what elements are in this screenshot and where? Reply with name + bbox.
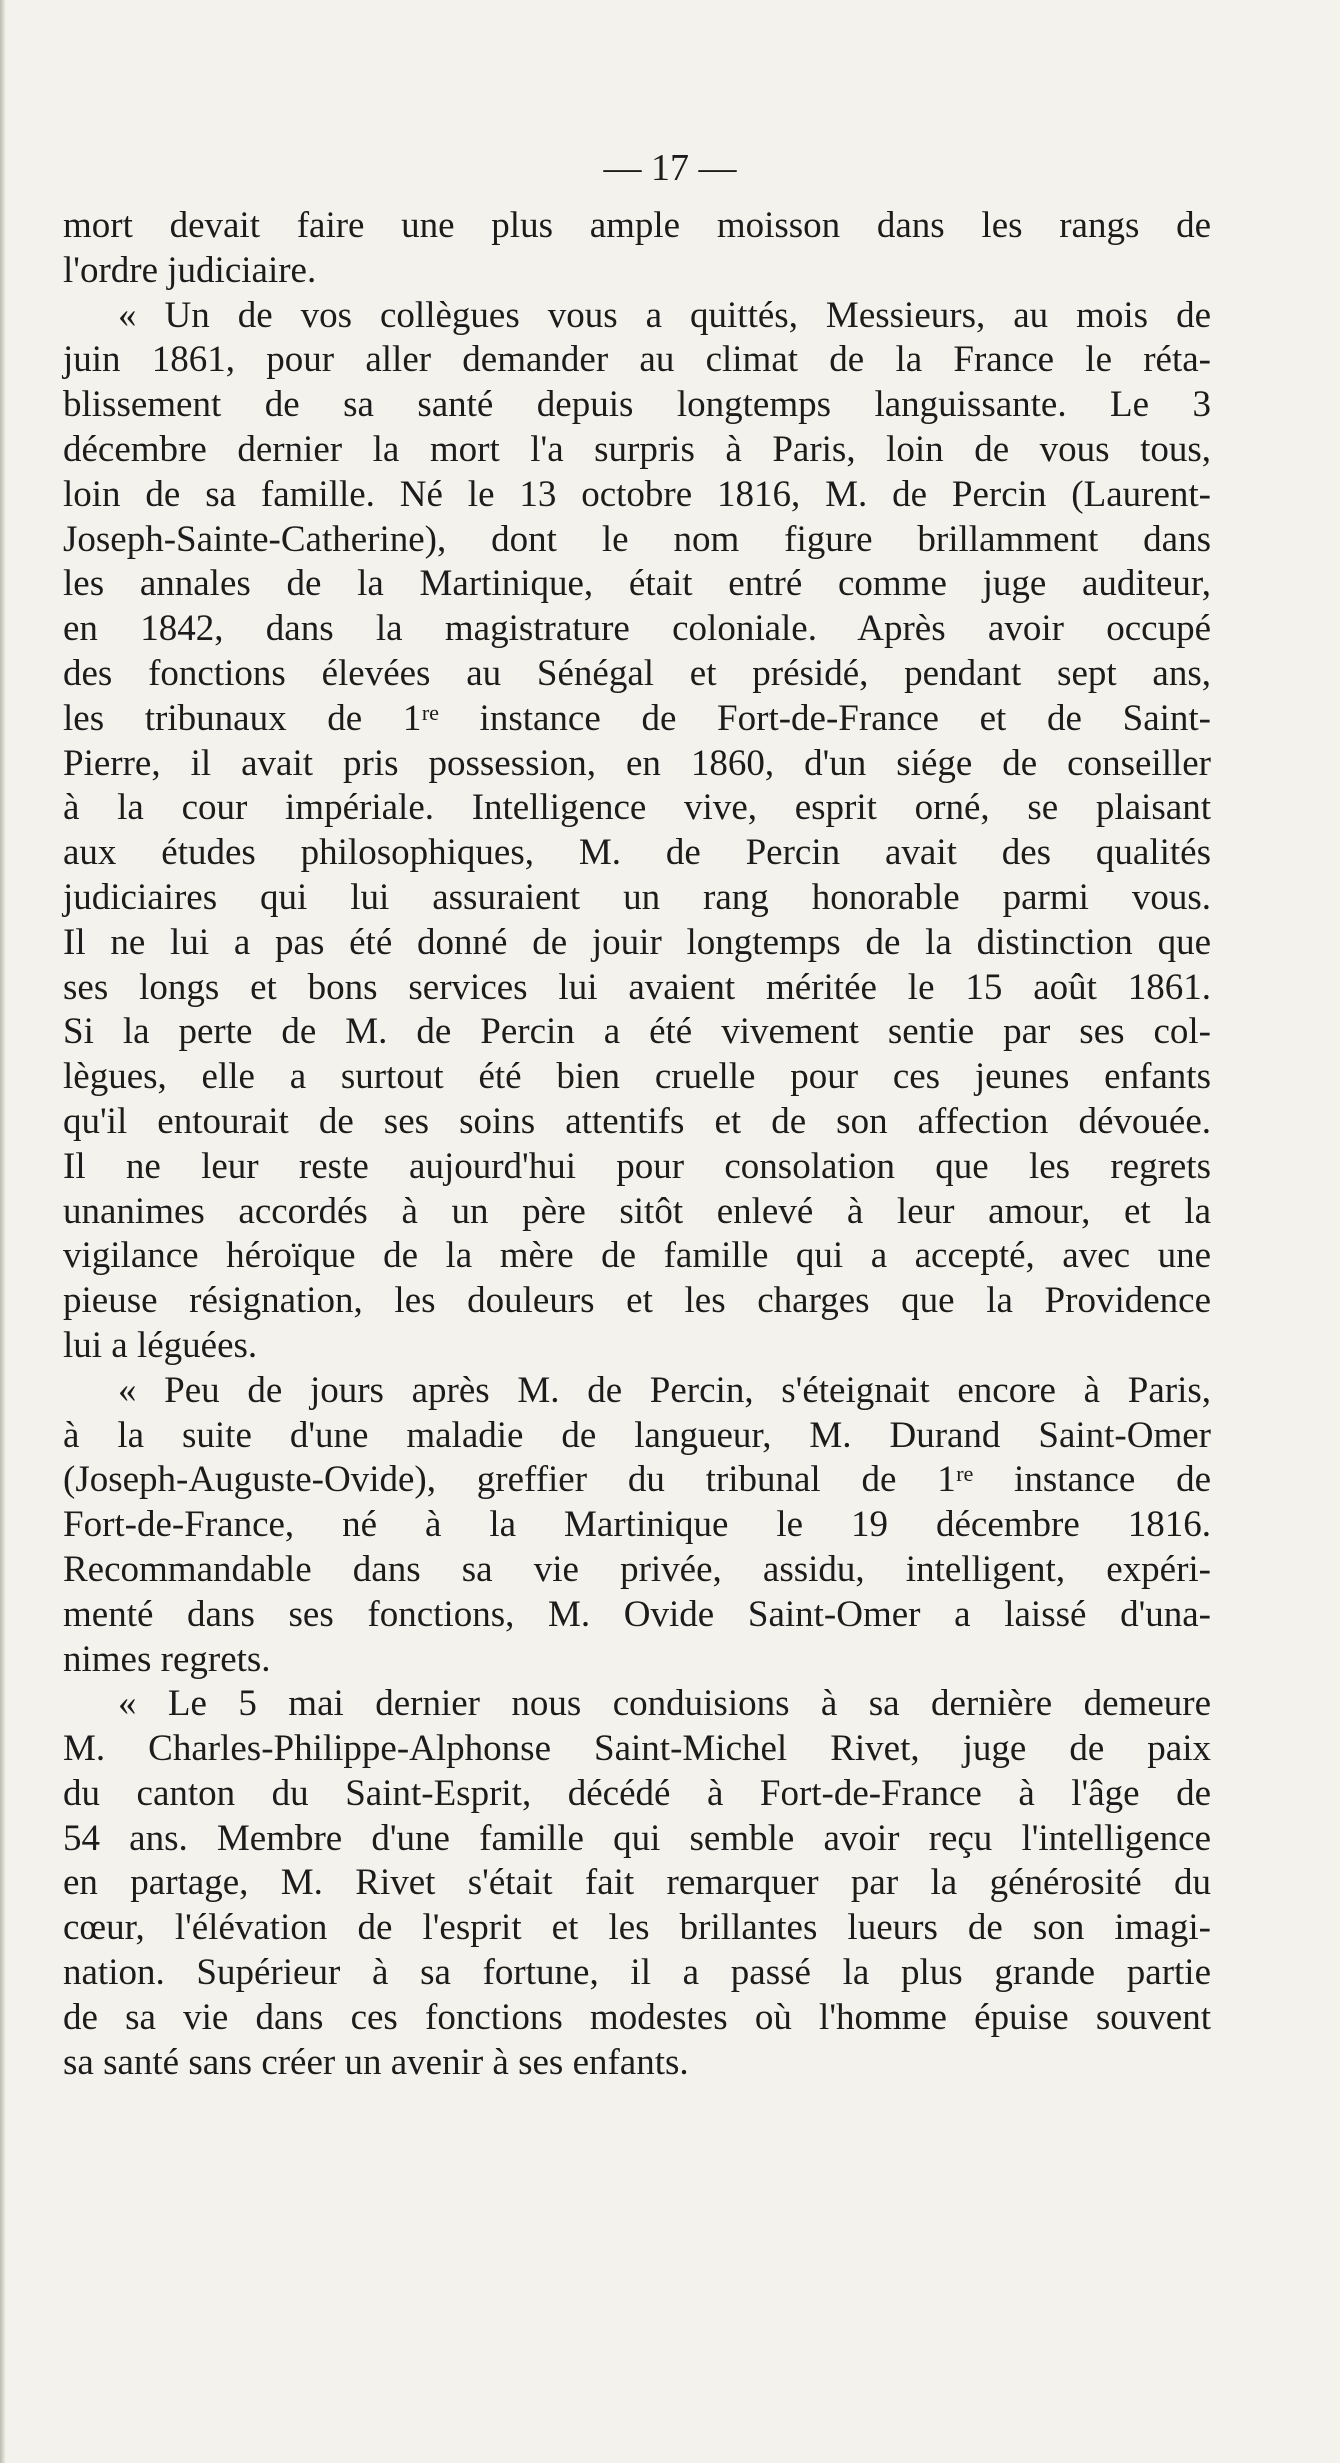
text-line: nation. Supérieur à sa fortune, il a passé la plus grande partie: [63, 1952, 1211, 1994]
text-line: de sa vie dans ces fonctions modestes où l'homme épuise souvent: [63, 1996, 1211, 2038]
page-number: — 17 —: [603, 147, 737, 189]
text-line: sa santé sans créer un avenir à ses enfants.: [63, 2041, 689, 2083]
text-line: « Le 5 mai dernier nous conduisions à sa dernière demeure: [118, 1683, 1211, 1725]
text-line: Il ne lui a pas été donné de jouir longtemps de la distinction que: [63, 921, 1211, 963]
text-line: judiciaires qui lui assuraient un rang honorable parmi vous.: [63, 876, 1211, 918]
body-text: [63, 204, 1211, 2085]
text-line: Il ne leur reste aujourd'hui pour consolation que les regrets: [63, 1145, 1211, 1187]
text-line: en partage, M. Rivet s'était fait remarquer par la générosité du: [63, 1862, 1211, 1904]
text-line: unanimes accordés à un père sitôt enlevé à leur amour, et la: [63, 1190, 1211, 1232]
page-edge-shadow: [0, 0, 6, 2463]
text-line: pieuse résignation, les douleurs et les charges que la Providence: [63, 1280, 1211, 1322]
text-line: décembre dernier la mort l'a surpris à Paris, loin de vous tous,: [63, 428, 1211, 470]
text-line: Recommandable dans sa vie privée, assidu, intelligent, expéri-: [63, 1548, 1211, 1590]
text-line: cœur, l'élévation de l'esprit et les brillantes lueurs de son imagi-: [63, 1907, 1211, 1949]
text-line: mort devait faire une plus ample moisson dans les rangs de: [63, 205, 1211, 246]
text-line: du canton du Saint-Esprit, décédé à Fort-de-France à l'âge de: [63, 1772, 1211, 1814]
text-line: blissement de sa santé depuis longtemps languissante. Le 3: [63, 384, 1211, 426]
text-line: en 1842, dans la magistrature coloniale. Après avoir occupé: [63, 608, 1211, 650]
text-line: loin de sa famille. Né le 13 octobre 1816, M. de Percin (Laurent-: [63, 473, 1211, 515]
text-line: vigilance héroïque de la mère de famille qui a accepté, avec une: [63, 1235, 1211, 1277]
text-line: lui a léguées.: [63, 1324, 258, 1366]
text-line: Fort-de-France, né à la Martinique le 19 décembre 1816.: [63, 1504, 1211, 1546]
text-line: aux études philosophiques, M. de Percin avait des qualités: [63, 832, 1211, 874]
text-line: à la suite d'une maladie de langueur, M. Durand Saint-Omer: [63, 1414, 1211, 1456]
text-line: les tribunaux de 1ʳᵉ instance de Fort-de-France et de Saint-: [63, 697, 1211, 739]
text-line: « Peu de jours après M. de Percin, s'éteignait encore à Paris,: [118, 1369, 1211, 1411]
text-line: M. Charles-Philippe-Alphonse Saint-Michel Rivet, juge de paix: [63, 1728, 1211, 1770]
text-line: Joseph-Sainte-Catherine), dont le nom figure brillamment dans: [63, 518, 1211, 560]
text-line: l'ordre judiciaire.: [63, 249, 317, 291]
text-line: nimes regrets.: [63, 1638, 271, 1680]
text-line: (Joseph-Auguste-Ovide), greffier du tribunal de 1ʳᵉ instance de: [63, 1459, 1211, 1501]
text-line: des fonctions élevées au Sénégal et présidé, pendant sept ans,: [63, 652, 1211, 694]
text-line: lègues, elle a surtout été bien cruelle pour ces jeunes enfants: [63, 1056, 1211, 1098]
text-line: « Un de vos collègues vous a quittés, Messieurs, au mois de: [118, 294, 1211, 336]
text-line: juin 1861, pour aller demander au climat de la France le réta-: [63, 339, 1211, 381]
text-line: à la cour impériale. Intelligence vive, esprit orné, se plaisant: [63, 787, 1211, 829]
text-line: qu'il entourait de ses soins attentifs et de son affection dévouée.: [63, 1100, 1211, 1142]
text-line: ses longs et bons services lui avaient méritée le 15 août 1861.: [63, 966, 1211, 1008]
text-line: les annales de la Martinique, était entré comme juge auditeur,: [63, 563, 1211, 605]
text-line: Si la perte de M. de Percin a été vivement sentie par ses col-: [63, 1011, 1211, 1053]
text-line: menté dans ses fonctions, M. Ovide Saint-Omer a laissé d'una-: [63, 1593, 1211, 1635]
text-line: 54 ans. Membre d'une famille qui semble avoir reçu l'intelligence: [63, 1817, 1211, 1859]
text-line: Pierre, il avait pris possession, en 1860, d'un siége de conseiller: [63, 742, 1211, 784]
